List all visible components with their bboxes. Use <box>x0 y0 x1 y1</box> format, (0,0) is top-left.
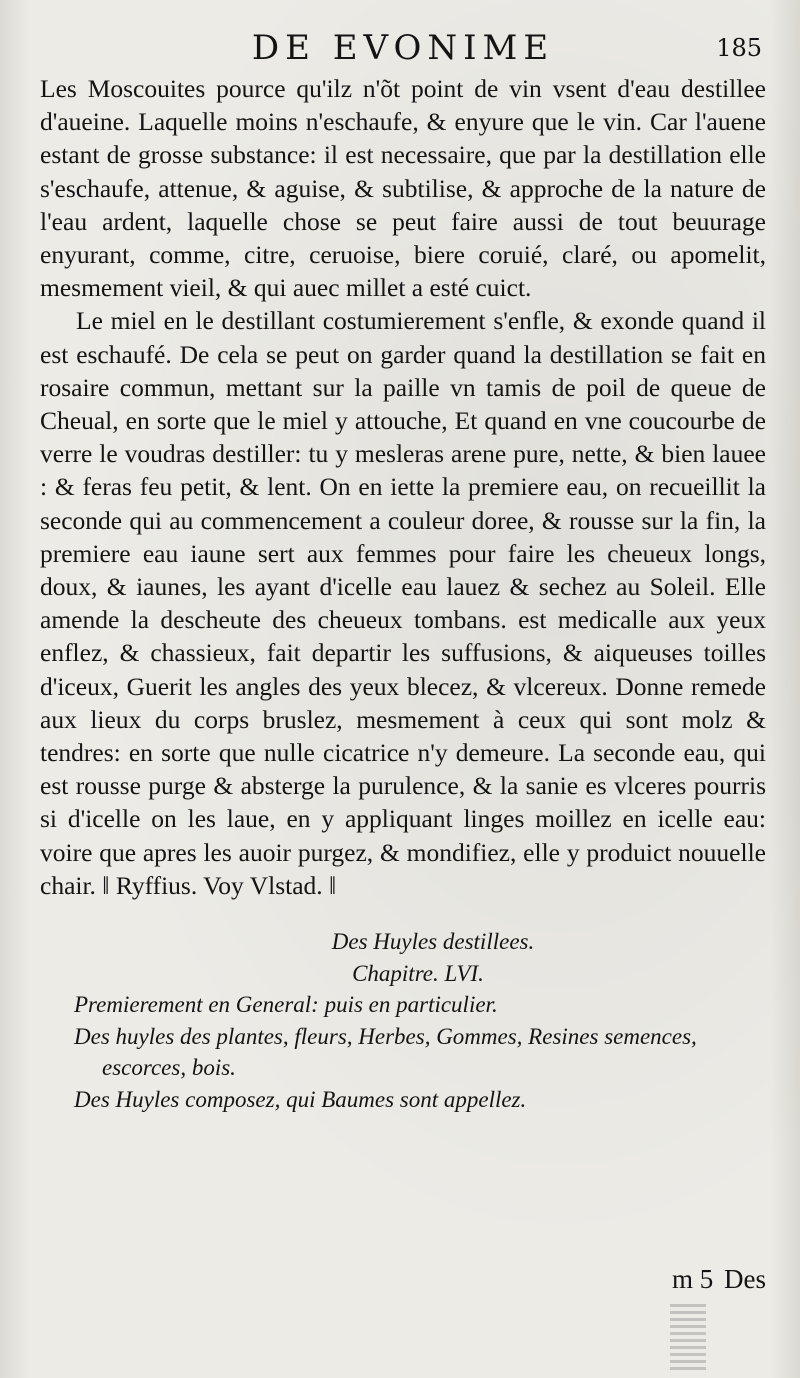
chapter-title: Des Huyles destillees. <box>331 929 535 955</box>
toc-line: Des Huyles composez, qui Baumes sont appellez. <box>74 1086 527 1112</box>
page-footer <box>40 1258 766 1298</box>
toc-line: Des huyles des plantes, fleurs, Herbes, Gommes, Resines semences, <box>74 1023 697 1049</box>
ink-bleed-decoration <box>670 1300 706 1370</box>
running-head <box>40 22 766 72</box>
running-title: DE EVONIME <box>251 28 555 68</box>
paragraph-moscouites: Les Moscouites pource qu'ilz n'õt point de vin vsent d'eau destillee d'aueine. Laquelle moins n'eschaufe, & enyure que le vin. Car l'auene estant de grosse substance: il est necessaire, que par la destillation elle s'eschaufe, attenue, & aguise, & subtilise, & approche de la nature de l'eau ardent, laquelle chose se peut faire aussi de tout beuurage enyurant, comme, citre, ceruoise, biere coruié, claré, ou apomelit, mesmement vieil, & qui auec millet a esté cuict. <box>40 74 766 303</box>
toc-line: Premierement en General: puis en particulier. <box>74 992 498 1018</box>
page-number: 185 <box>716 34 762 62</box>
signature-mark: m 5 <box>672 1264 714 1294</box>
chapter-number: Chapitre. LVI. <box>352 960 484 986</box>
catchword: Des <box>724 1264 766 1294</box>
toc-line: escorces, bois. <box>102 1055 236 1081</box>
paragraph-miel: Le miel en le destillant costumierement s'enfle, & exonde quand il est eschaufé. De cela se peut on garder quand la destillation se fait en rosaire commun, mettant sur la paille vn tamis de poil de queue de Cheual, en sorte que le miel y attouche, Et quand en vne coucourbe de verre le voudras destiller: tu y mesleras arene pure, nette, & bien lauee : & feras feu petit, & lent. On en iette la premiere eau, on recueillit la seconde qui au commencement a couleur doree, & rousse sur la fin, la premiere eau iaune sert aux femmes pour faire les cheueux longs, doux, & iaunes, les ayant d'icelle eau lauez & sechez au Soleil. Elle amende la descheute des cheueux tombans. est medicalle aux yeux enflez, & chassieux, fait departir les suffusions, & aiqueuses toilles d'iceux, Guerit les angles des yeux blecez, & vlcereux. Donne remede aux lieux du corps bruslez, mesmement à ceux qui sont molz & tendres: en sorte que nulle cicatrice n'y demeure. La seconde eau, qui est rousse purge & absterge la purulence, & la sanie es vlceres pourris si d'icelle on les laue, en y appliquant linges moillez en icelle eau: voire que apres les auoir purgez, & mondifiez, elle y produict nouuelle chair. ‖ Ryffius. Voy Vlstad. ‖ <box>40 306 766 900</box>
body-text <box>40 72 766 902</box>
chapter-heading-block <box>40 926 766 1115</box>
